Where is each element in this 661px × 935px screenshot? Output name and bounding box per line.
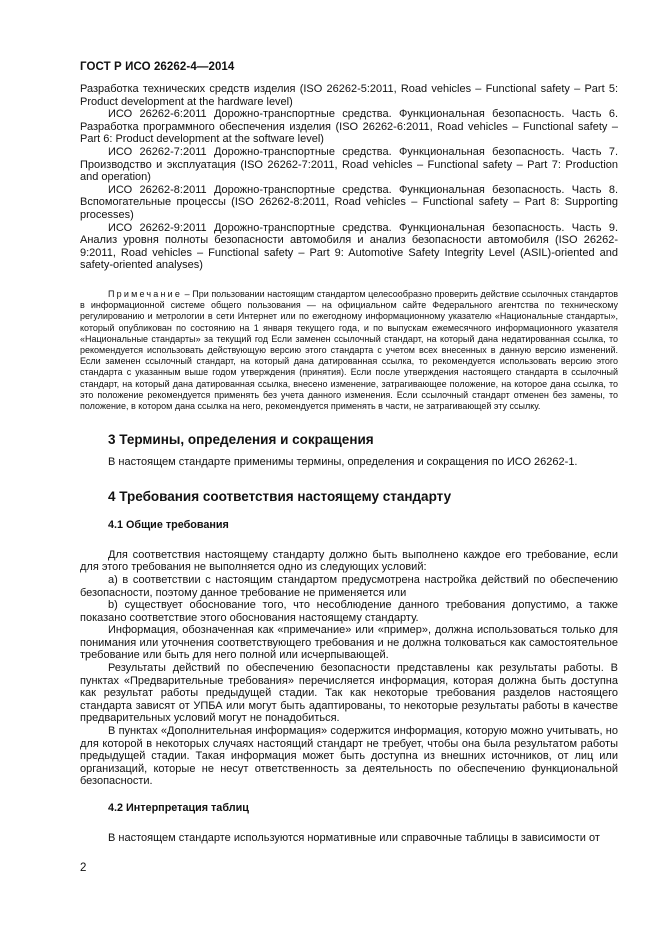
subsection-4-2-heading: 4.2 Интерпретация таблиц	[108, 802, 249, 815]
section-4-1-paragraph: а) в соответствии с настоящим стандартом предусмотрена настройка действий по обеспечению безопасности, поэтому данное требование не применяется или	[80, 573, 618, 599]
reference-paragraph: ИСО 26262-7:2011 Дорожно-транспортные средства. Функциональная безопасность. Часть 7. Производство и эксплуатация (ISO 26262-7:2011, Road vehicles – Functional safety – Part 7: Production and operation)	[80, 145, 618, 184]
note-label: Примечание	[108, 288, 183, 299]
section-4-heading: 4 Требования соответствия настоящему стандарту	[108, 488, 452, 504]
section-4-1-paragraph: В пунктах «Дополнительная информация» содержится информация, которую можно учитывать, но для которой в некоторых случаях настоящий стандарт не требует, чтобы она была результатом работы предыдущей стадии. Такая информация может быть доступна из внешних источников, от лиц или организаций, которые не несут ответственность за деятельность по обеспечению функциональной безопасности.	[80, 725, 618, 788]
note-text: – При пользовании настоящим стандартом целесообразно проверить действие ссылочных стандартов в информационной системе общего пользования — на официальном сайте Федерального агентства по техническому регулированию и метрологии в сети Интернет или по ежегодному информационному указателю «Национальные стандарты», который опубликован по состоянию на 1 января текущего года, и по выпускам ежемесячного информационного указателя «Национальные стандарты» за текущий год Если заменен ссылочный стандарт, на который дана недатированная ссылка, то рекомендуется использовать действующую версию этого стандарта с учетом всех внесенных в данную версию изменений. Если заменен ссылочный стандарт, на который дана датированная ссылка, то рекомендуется использовать версию этого стандарта с указанным выше годом утверждения (принятия). Если после утверждения настоящего стандарта в ссылочный стандарт, на который дана датированная ссылка, внесено изменение, затрагивающее положение, на которое дана ссылка, то это положение рекомендуется применять без учета данного изменения. Если ссылочный стандарт отменен без замены, то положение, в котором дана ссылка на него, рекомендуется применять в части, не затрагивающей эту ссылку.	[80, 288, 618, 411]
section-4-2-paragraph: В настоящем стандарте используются нормативные или справочные таблицы в зависимости от	[108, 832, 600, 845]
subsection-4-1-heading: 4.1 Общие требования	[108, 518, 229, 531]
document-header: ГОСТ Р ИСО 26262-4—2014	[80, 61, 235, 73]
section-3-text: В настоящем стандарте применимы термины, определения и сокращения по ИСО 26262-1.	[108, 456, 578, 469]
section-3-heading: 3 Термины, определения и сокращения	[108, 432, 374, 448]
section-4-1-paragraph: b) существует обоснование того, что несоблюдение данного требования допустимо, а также показано соответствие этого обоснования настоящему стандарту.	[80, 599, 618, 624]
reference-note	[80, 289, 618, 412]
section-4-1-paragraph: Информация, обозначенная как «примечание» или «пример», должна использоваться только для понимания или уточнения соответствующего требования и не должна толковаться как самостоятельное требование или быть для него полной или исчерпывающей.	[80, 624, 618, 662]
section-4-1-paragraph: Для соответствия настоящему стандарту должно быть выполнено каждое его требование, если для этого требования не выполняется одно из следующих условий:	[80, 548, 618, 574]
document-body	[80, 83, 618, 845]
reference-paragraph: ИСО 26262-6:2011 Дорожно-транспортные средства. Функциональная безопасность. Часть 6. Разработка программного обеспечения изделия (ISO 26262-6:2011, Road vehicles – Functional safety – Part 6: Product development at the software level)	[80, 108, 618, 146]
reference-paragraph: ИСО 26262-8:2011 Дорожно-транспортные средства. Функциональная безопасность. Часть 8. Вспомогательные процессы (ISO 26262-8:2011, Road vehicles – Functional safety – Part 8: Supporting processes)	[80, 183, 618, 221]
page-number: 2	[80, 862, 87, 874]
reference-paragraph: Разработка технических средств изделия (ISO 26262-5:2011, Road vehicles – Functional safety – Part 5: Product development at the hardware level)	[80, 83, 618, 108]
section-4-1-paragraph: Результаты действий по обеспечению безопасности представлены как результаты работы. В пунктах «Предварительные требования» перечисляется информация, которая должна быть доступна как результат работы предыдущей стадии. Так как некоторые требования разделов настоящего стандарта зависят от УПБА или могут быть адаптированы, то некоторые результаты работы в качестве предварительных условий могут не понадобиться.	[80, 662, 618, 725]
reference-paragraph: ИСО 26262-9:2011 Дорожно-транспортные средства. Функциональная безопасность. Часть 9. Анализ уровня полноты безопасности автомобиля и анализ безопасности автомобиля (ISO 26262-9:2011, Road vehicles – Functional safety – Part 9: Automotive Safety Integrity Level (ASIL)-oriented and safety-oriented analyses)	[80, 221, 618, 272]
